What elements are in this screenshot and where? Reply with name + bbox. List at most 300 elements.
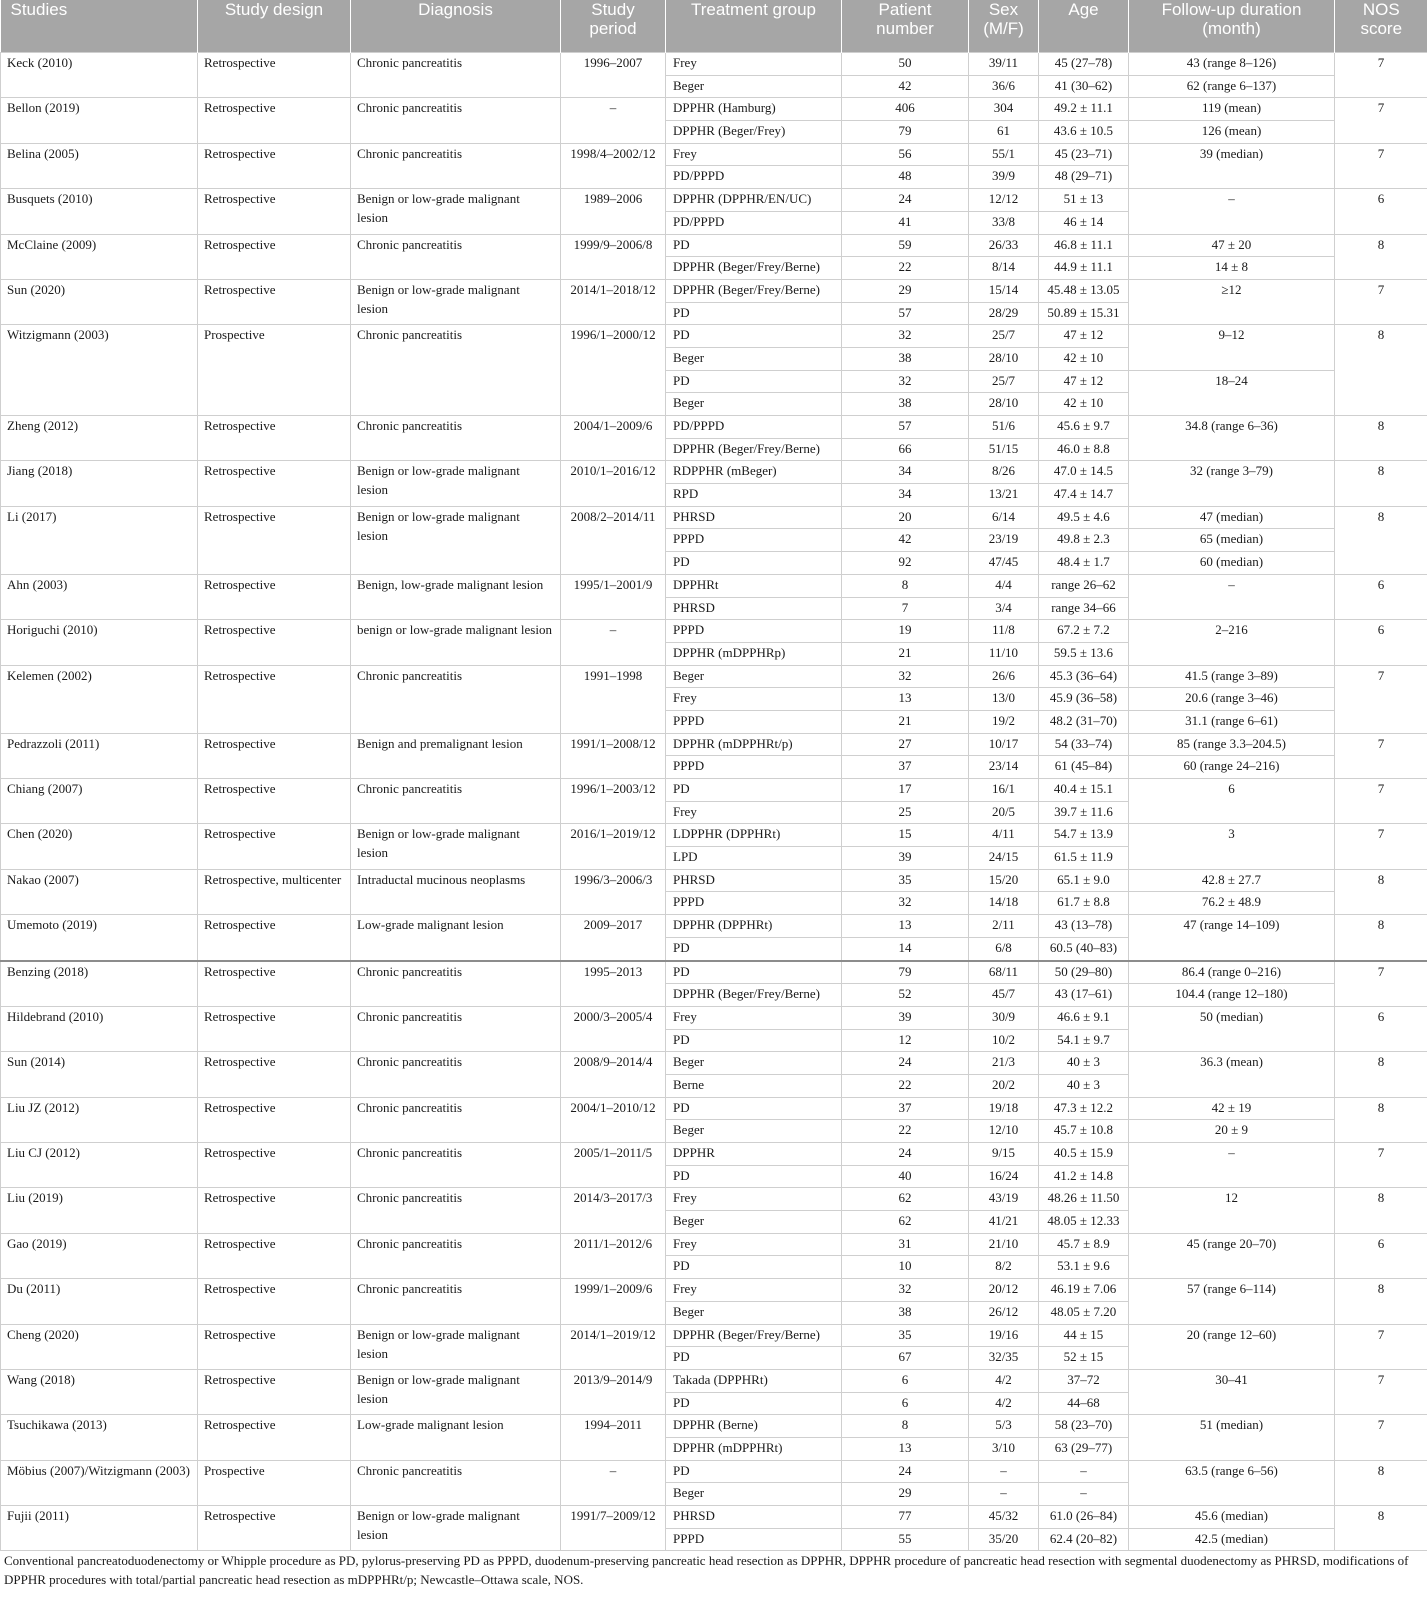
- follow-up-cell: 18–24: [1129, 370, 1335, 415]
- age-cell: 54.7 ± 13.9: [1039, 824, 1129, 847]
- age-cell: 43.6 ± 10.5: [1039, 121, 1129, 144]
- treatment-group-cell: DPPHR (Beger/Frey/Berne): [666, 1324, 842, 1347]
- patient-number-cell: 22: [842, 1074, 969, 1097]
- sex-cell: 47/45: [969, 552, 1039, 575]
- nos-score-cell: 8: [1335, 1052, 1427, 1097]
- treatment-group-cell: PD: [666, 325, 842, 348]
- age-cell: 54 (33–74): [1039, 733, 1129, 756]
- sex-cell: 41/21: [969, 1211, 1039, 1234]
- table-row: [1, 1369, 1427, 1392]
- age-cell: 40.4 ± 15.1: [1039, 779, 1129, 802]
- treatment-group-cell: Beger: [666, 1120, 842, 1143]
- follow-up-cell: 14 ± 8: [1129, 257, 1335, 280]
- nos-score-cell: 7: [1335, 1324, 1427, 1369]
- age-cell: 52 ± 15: [1039, 1347, 1129, 1370]
- col-header-studies: Studies: [1, 0, 198, 53]
- patient-number-cell: 48: [842, 166, 969, 189]
- follow-up-cell: 42 ± 19: [1129, 1097, 1335, 1120]
- age-cell: 37–72: [1039, 1369, 1129, 1392]
- study-design-cell: Retrospective: [198, 620, 351, 665]
- nos-score-cell: 6: [1335, 189, 1427, 234]
- treatment-group-cell: PD: [666, 1347, 842, 1370]
- treatment-group-cell: PD: [666, 1029, 842, 1052]
- sex-cell: 4/4: [969, 574, 1039, 597]
- patient-number-cell: 57: [842, 416, 969, 439]
- treatment-group-cell: PD: [666, 1256, 842, 1279]
- study-design-cell: Retrospective: [198, 143, 351, 188]
- follow-up-cell: 20 ± 9: [1129, 1120, 1335, 1143]
- study-name-cell: Benzing (2018): [1, 961, 198, 1007]
- sex-cell: 13/21: [969, 484, 1039, 507]
- col-header-sex: Sex (M/F): [969, 0, 1039, 53]
- patient-number-cell: 14: [842, 937, 969, 960]
- age-cell: 44.9 ± 11.1: [1039, 257, 1129, 280]
- treatment-group-cell: Frey: [666, 1279, 842, 1302]
- treatment-group-cell: DPPHR (mDPPHRp): [666, 642, 842, 665]
- treatment-group-cell: PPPD: [666, 710, 842, 733]
- age-cell: 65.1 ± 9.0: [1039, 869, 1129, 892]
- treatment-group-cell: Frey: [666, 143, 842, 166]
- age-cell: 46.19 ± 7.06: [1039, 1279, 1129, 1302]
- study-design-cell: Prospective: [198, 325, 351, 416]
- sex-cell: 19/16: [969, 1324, 1039, 1347]
- sex-cell: 51/6: [969, 416, 1039, 439]
- sex-cell: 21/10: [969, 1233, 1039, 1256]
- age-cell: 48.26 ± 11.50: [1039, 1188, 1129, 1211]
- patient-number-cell: 32: [842, 325, 969, 348]
- nos-score-cell: 8: [1335, 1097, 1427, 1142]
- sex-cell: 39/9: [969, 166, 1039, 189]
- diagnosis-cell: Benign, low-grade malignant lesion: [351, 574, 561, 619]
- sex-cell: 14/18: [969, 892, 1039, 915]
- patient-number-cell: 29: [842, 1483, 969, 1506]
- follow-up-cell: –: [1129, 1143, 1335, 1188]
- patient-number-cell: 42: [842, 75, 969, 98]
- diagnosis-cell: Chronic pancreatitis: [351, 234, 561, 279]
- study-period-cell: 2009–2017: [561, 915, 666, 961]
- treatment-group-cell: DPPHR: [666, 1143, 842, 1166]
- study-design-cell: Retrospective: [198, 234, 351, 279]
- nos-score-cell: 7: [1335, 1369, 1427, 1414]
- study-design-cell: Prospective: [198, 1460, 351, 1505]
- table-row: [1, 961, 1427, 984]
- table-row: [1, 1143, 1427, 1166]
- patient-number-cell: 32: [842, 892, 969, 915]
- sex-cell: 5/3: [969, 1415, 1039, 1438]
- treatment-group-cell: DPPHR (DPPHRt): [666, 915, 842, 938]
- diagnosis-cell: Benign or low-grade malignant lesion: [351, 1506, 561, 1551]
- study-name-cell: Li (2017): [1, 506, 198, 574]
- study-period-cell: 2011/1–2012/6: [561, 1233, 666, 1278]
- study-period-cell: 2014/1–2019/12: [561, 1324, 666, 1369]
- treatment-group-cell: DPPHR (Beger/Frey/Berne): [666, 257, 842, 280]
- sex-cell: 36/6: [969, 75, 1039, 98]
- study-period-cell: –: [561, 98, 666, 143]
- age-cell: range 34–66: [1039, 597, 1129, 620]
- patient-number-cell: 32: [842, 370, 969, 393]
- diagnosis-cell: Chronic pancreatitis: [351, 1143, 561, 1188]
- study-name-cell: Chiang (2007): [1, 779, 198, 824]
- diagnosis-cell: Intraductal mucinous neoplasms: [351, 869, 561, 914]
- patient-number-cell: 24: [842, 1052, 969, 1075]
- diagnosis-cell: Benign or low-grade malignant lesion: [351, 189, 561, 234]
- patient-number-cell: 27: [842, 733, 969, 756]
- study-name-cell: Gao (2019): [1, 1233, 198, 1278]
- age-cell: 61.5 ± 11.9: [1039, 847, 1129, 870]
- sex-cell: 32/35: [969, 1347, 1039, 1370]
- table-row: [1, 1460, 1427, 1483]
- patient-number-cell: 12: [842, 1029, 969, 1052]
- age-cell: 50 (29–80): [1039, 961, 1129, 984]
- follow-up-cell: 42.8 ± 27.7: [1129, 869, 1335, 892]
- follow-up-cell: 62 (range 6–137): [1129, 75, 1335, 98]
- table-row: [1, 574, 1427, 597]
- treatment-group-cell: Beger: [666, 1301, 842, 1324]
- table-row: [1, 1233, 1427, 1256]
- diagnosis-cell: Benign or low-grade malignant lesion: [351, 506, 561, 574]
- age-cell: 39.7 ± 11.6: [1039, 801, 1129, 824]
- treatment-group-cell: DPPHR (Beger/Frey/Berne): [666, 279, 842, 302]
- table-row: [1, 53, 1427, 76]
- sex-cell: 24/15: [969, 847, 1039, 870]
- age-cell: 40.5 ± 15.9: [1039, 1143, 1129, 1166]
- treatment-group-cell: PHRSD: [666, 869, 842, 892]
- sex-cell: 23/19: [969, 529, 1039, 552]
- table-row: [1, 779, 1427, 802]
- study-period-cell: 1989–2006: [561, 189, 666, 234]
- patient-number-cell: 55: [842, 1528, 969, 1551]
- age-cell: 48.2 (31–70): [1039, 710, 1129, 733]
- col-header-study-design: Study design: [198, 0, 351, 53]
- nos-score-cell: 7: [1335, 1143, 1427, 1188]
- patient-number-cell: 37: [842, 1097, 969, 1120]
- nos-score-cell: 8: [1335, 869, 1427, 914]
- col-header-study-period: Study period: [561, 0, 666, 53]
- table-row: [1, 1052, 1427, 1075]
- treatment-group-cell: LDPPHR (DPPHRt): [666, 824, 842, 847]
- table-row: [1, 1324, 1427, 1347]
- diagnosis-cell: Chronic pancreatitis: [351, 1233, 561, 1278]
- diagnosis-cell: Chronic pancreatitis: [351, 53, 561, 98]
- patient-number-cell: 29: [842, 279, 969, 302]
- follow-up-cell: 42.5 (median): [1129, 1528, 1335, 1551]
- patient-number-cell: 38: [842, 393, 969, 416]
- age-cell: 67.2 ± 7.2: [1039, 620, 1129, 643]
- table-row: [1, 461, 1427, 484]
- age-cell: 40 ± 3: [1039, 1074, 1129, 1097]
- age-cell: 45 (23–71): [1039, 143, 1129, 166]
- nos-score-cell: 6: [1335, 1006, 1427, 1051]
- age-cell: 47.4 ± 14.7: [1039, 484, 1129, 507]
- study-name-cell: Bellon (2019): [1, 98, 198, 143]
- patient-number-cell: 6: [842, 1392, 969, 1415]
- patient-number-cell: 92: [842, 552, 969, 575]
- sex-cell: 3/10: [969, 1437, 1039, 1460]
- follow-up-cell: 60 (range 24–216): [1129, 756, 1335, 779]
- table-row: [1, 915, 1427, 938]
- nos-score-cell: 8: [1335, 1188, 1427, 1233]
- study-design-cell: Retrospective: [198, 1006, 351, 1051]
- patient-number-cell: 50: [842, 53, 969, 76]
- study-period-cell: 1999/1–2009/6: [561, 1279, 666, 1324]
- age-cell: 53.1 ± 9.6: [1039, 1256, 1129, 1279]
- study-name-cell: McClaine (2009): [1, 234, 198, 279]
- diagnosis-cell: Chronic pancreatitis: [351, 416, 561, 461]
- follow-up-cell: 119 (mean): [1129, 98, 1335, 121]
- patient-number-cell: 8: [842, 1415, 969, 1438]
- nos-score-cell: 8: [1335, 461, 1427, 506]
- age-cell: 41 (30–62): [1039, 75, 1129, 98]
- patient-number-cell: 40: [842, 1165, 969, 1188]
- treatment-group-cell: Frey: [666, 1188, 842, 1211]
- treatment-group-cell: PD/PPPD: [666, 416, 842, 439]
- age-cell: 45.7 ± 8.9: [1039, 1233, 1129, 1256]
- sex-cell: 28/10: [969, 347, 1039, 370]
- follow-up-cell: 126 (mean): [1129, 121, 1335, 144]
- sex-cell: 4/2: [969, 1392, 1039, 1415]
- follow-up-cell: 12: [1129, 1188, 1335, 1233]
- diagnosis-cell: Benign or low-grade malignant lesion: [351, 1369, 561, 1414]
- age-cell: 47.3 ± 12.2: [1039, 1097, 1129, 1120]
- age-cell: 48 (29–71): [1039, 166, 1129, 189]
- treatment-group-cell: Frey: [666, 688, 842, 711]
- study-period-cell: 1995–2013: [561, 961, 666, 1007]
- patient-number-cell: 8: [842, 574, 969, 597]
- sex-cell: 43/19: [969, 1188, 1039, 1211]
- patient-number-cell: 6: [842, 1369, 969, 1392]
- table-row: [1, 143, 1427, 166]
- sex-cell: 15/14: [969, 279, 1039, 302]
- table-row: [1, 189, 1427, 212]
- sex-cell: 25/7: [969, 370, 1039, 393]
- sex-cell: 33/8: [969, 211, 1039, 234]
- sex-cell: 6/8: [969, 937, 1039, 960]
- sex-cell: 10/2: [969, 1029, 1039, 1052]
- diagnosis-cell: Benign and premalignant lesion: [351, 733, 561, 778]
- treatment-group-cell: DPPHRt: [666, 574, 842, 597]
- sex-cell: 51/15: [969, 438, 1039, 461]
- study-name-cell: Tsuchikawa (2013): [1, 1415, 198, 1460]
- follow-up-cell: 39 (median): [1129, 143, 1335, 188]
- study-name-cell: Busquets (2010): [1, 189, 198, 234]
- table-row: [1, 1188, 1427, 1211]
- study-name-cell: Keck (2010): [1, 53, 198, 98]
- age-cell: 51 ± 13: [1039, 189, 1129, 212]
- treatment-group-cell: Beger: [666, 665, 842, 688]
- patient-number-cell: 77: [842, 1506, 969, 1529]
- diagnosis-cell: Benign or low-grade malignant lesion: [351, 461, 561, 506]
- follow-up-cell: 76.2 ± 48.9: [1129, 892, 1335, 915]
- study-name-cell: Sun (2020): [1, 279, 198, 324]
- sex-cell: 25/7: [969, 325, 1039, 348]
- age-cell: 48.05 ± 7.20: [1039, 1301, 1129, 1324]
- study-design-cell: Retrospective: [198, 1506, 351, 1551]
- study-period-cell: 2008/9–2014/4: [561, 1052, 666, 1097]
- follow-up-cell: 9–12: [1129, 325, 1335, 370]
- sex-cell: 61: [969, 121, 1039, 144]
- nos-score-cell: 6: [1335, 1233, 1427, 1278]
- follow-up-cell: 2–216: [1129, 620, 1335, 665]
- age-cell: 58 (23–70): [1039, 1415, 1129, 1438]
- nos-score-cell: 7: [1335, 279, 1427, 324]
- age-cell: 62.4 (20–82): [1039, 1528, 1129, 1551]
- sex-cell: 4/2: [969, 1369, 1039, 1392]
- patient-number-cell: 24: [842, 189, 969, 212]
- treatment-group-cell: PD: [666, 234, 842, 257]
- patient-number-cell: 10: [842, 1256, 969, 1279]
- age-cell: 49.5 ± 4.6: [1039, 506, 1129, 529]
- sex-cell: 23/14: [969, 756, 1039, 779]
- study-design-cell: Retrospective: [198, 1052, 351, 1097]
- age-cell: 47.0 ± 14.5: [1039, 461, 1129, 484]
- treatment-group-cell: Frey: [666, 53, 842, 76]
- nos-score-cell: 8: [1335, 234, 1427, 279]
- table-row: [1, 620, 1427, 643]
- age-cell: 42 ± 10: [1039, 393, 1129, 416]
- follow-up-cell: 45.6 (median): [1129, 1506, 1335, 1529]
- sex-cell: 4/11: [969, 824, 1039, 847]
- age-cell: 46.0 ± 8.8: [1039, 438, 1129, 461]
- sex-cell: 12/12: [969, 189, 1039, 212]
- sex-cell: 19/18: [969, 1097, 1039, 1120]
- patient-number-cell: 34: [842, 484, 969, 507]
- treatment-group-cell: PHRSD: [666, 1506, 842, 1529]
- sex-cell: 9/15: [969, 1143, 1039, 1166]
- patient-number-cell: 59: [842, 234, 969, 257]
- patient-number-cell: 37: [842, 756, 969, 779]
- table-header: [1, 0, 1427, 53]
- diagnosis-cell: Chronic pancreatitis: [351, 961, 561, 1007]
- patient-number-cell: 39: [842, 1006, 969, 1029]
- table-body: [1, 53, 1427, 1551]
- diagnosis-cell: Chronic pancreatitis: [351, 325, 561, 416]
- study-design-cell: Retrospective: [198, 506, 351, 574]
- nos-score-cell: 7: [1335, 824, 1427, 869]
- treatment-group-cell: Berne: [666, 1074, 842, 1097]
- study-period-cell: 1991/7–2009/12: [561, 1506, 666, 1551]
- patient-number-cell: 17: [842, 779, 969, 802]
- study-period-cell: 2008/2–2014/11: [561, 506, 666, 574]
- diagnosis-cell: Chronic pancreatitis: [351, 1097, 561, 1142]
- study-period-cell: 2014/3–2017/3: [561, 1188, 666, 1233]
- treatment-group-cell: DPPHR (Beger/Frey/Berne): [666, 984, 842, 1007]
- patient-number-cell: 35: [842, 1324, 969, 1347]
- col-header-age: Age: [1039, 0, 1129, 53]
- study-period-cell: 1991/1–2008/12: [561, 733, 666, 778]
- follow-up-cell: 86.4 (range 0–216): [1129, 961, 1335, 984]
- study-period-cell: 2005/1–2011/5: [561, 1143, 666, 1188]
- patient-number-cell: 66: [842, 438, 969, 461]
- table-row: [1, 1279, 1427, 1302]
- sex-cell: 26/12: [969, 1301, 1039, 1324]
- age-cell: 45.6 ± 9.7: [1039, 416, 1129, 439]
- patient-number-cell: 20: [842, 506, 969, 529]
- sex-cell: 30/9: [969, 1006, 1039, 1029]
- treatment-group-cell: DPPHR (Beger/Frey): [666, 121, 842, 144]
- treatment-group-cell: Beger: [666, 1052, 842, 1075]
- follow-up-cell: 45 (range 20–70): [1129, 1233, 1335, 1278]
- study-design-cell: Retrospective: [198, 416, 351, 461]
- table-row: [1, 416, 1427, 439]
- follow-up-cell: 3: [1129, 824, 1335, 869]
- sex-cell: –: [969, 1483, 1039, 1506]
- follow-up-cell: 41.5 (range 3–89): [1129, 665, 1335, 688]
- treatment-group-cell: Frey: [666, 1233, 842, 1256]
- age-cell: 60.5 (40–83): [1039, 937, 1129, 960]
- follow-up-cell: 43 (range 8–126): [1129, 53, 1335, 76]
- study-period-cell: –: [561, 620, 666, 665]
- sex-cell: 45/32: [969, 1506, 1039, 1529]
- age-cell: 42 ± 10: [1039, 347, 1129, 370]
- age-cell: range 26–62: [1039, 574, 1129, 597]
- sex-cell: 21/3: [969, 1052, 1039, 1075]
- diagnosis-cell: Chronic pancreatitis: [351, 1279, 561, 1324]
- study-period-cell: –: [561, 1460, 666, 1505]
- nos-score-cell: 7: [1335, 143, 1427, 188]
- table-row: [1, 869, 1427, 892]
- study-period-cell: 1991–1998: [561, 665, 666, 733]
- sex-cell: 55/1: [969, 143, 1039, 166]
- table-row: [1, 824, 1427, 847]
- patient-number-cell: 22: [842, 257, 969, 280]
- study-name-cell: Liu CJ (2012): [1, 1143, 198, 1188]
- treatment-group-cell: PD: [666, 302, 842, 325]
- age-cell: 44–68: [1039, 1392, 1129, 1415]
- table-row: [1, 1506, 1427, 1529]
- study-design-cell: Retrospective: [198, 53, 351, 98]
- study-design-cell: Retrospective: [198, 1233, 351, 1278]
- nos-score-cell: 8: [1335, 416, 1427, 461]
- study-name-cell: Jiang (2018): [1, 461, 198, 506]
- age-cell: 49.8 ± 2.3: [1039, 529, 1129, 552]
- treatment-group-cell: Takada (DPPHRt): [666, 1369, 842, 1392]
- nos-score-cell: 7: [1335, 98, 1427, 143]
- treatment-group-cell: PD: [666, 937, 842, 960]
- sex-cell: 13/0: [969, 688, 1039, 711]
- age-cell: 43 (13–78): [1039, 915, 1129, 938]
- patient-number-cell: 24: [842, 1143, 969, 1166]
- patient-number-cell: 57: [842, 302, 969, 325]
- study-name-cell: Nakao (2007): [1, 869, 198, 914]
- sex-cell: 16/24: [969, 1165, 1039, 1188]
- patient-number-cell: 41: [842, 211, 969, 234]
- patient-number-cell: 42: [842, 529, 969, 552]
- patient-number-cell: 52: [842, 984, 969, 1007]
- follow-up-cell: 36.3 (mean): [1129, 1052, 1335, 1097]
- follow-up-cell: 51 (median): [1129, 1415, 1335, 1460]
- sex-cell: 10/17: [969, 733, 1039, 756]
- col-header-follow-up: Follow-up duration (month): [1129, 0, 1335, 53]
- patient-number-cell: 38: [842, 347, 969, 370]
- age-cell: 40 ± 3: [1039, 1052, 1129, 1075]
- patient-number-cell: 13: [842, 688, 969, 711]
- follow-up-cell: 104.4 (range 12–180): [1129, 984, 1335, 1007]
- sex-cell: 26/6: [969, 665, 1039, 688]
- follow-up-cell: 34.8 (range 6–36): [1129, 416, 1335, 461]
- nos-score-cell: 6: [1335, 574, 1427, 619]
- study-design-cell: Retrospective: [198, 779, 351, 824]
- patient-number-cell: 7: [842, 597, 969, 620]
- sex-cell: 19/2: [969, 710, 1039, 733]
- nos-score-cell: 7: [1335, 733, 1427, 778]
- patient-number-cell: 38: [842, 1301, 969, 1324]
- patient-number-cell: 56: [842, 143, 969, 166]
- study-period-cell: 2004/1–2010/12: [561, 1097, 666, 1142]
- col-header-treatment-group: Treatment group: [666, 0, 842, 53]
- treatment-group-cell: DPPHR (Hamburg): [666, 98, 842, 121]
- nos-score-cell: 6: [1335, 620, 1427, 665]
- patient-number-cell: 32: [842, 665, 969, 688]
